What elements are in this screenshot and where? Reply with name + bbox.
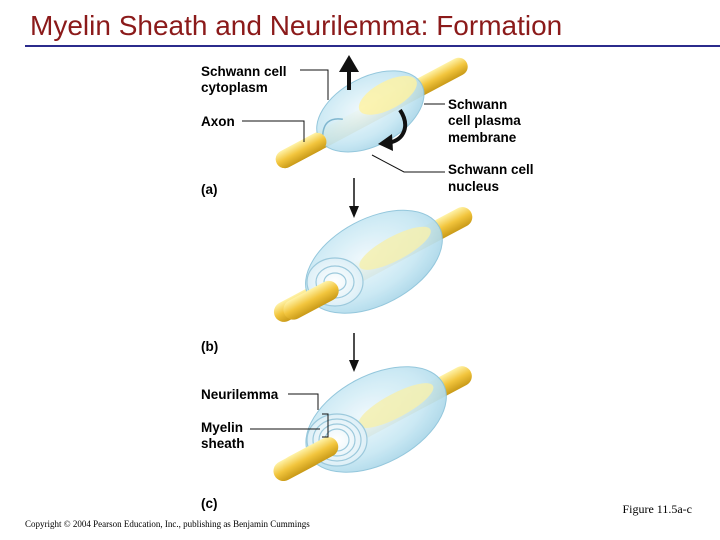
label-neurilemma: Neurilemma [201,387,279,402]
label-nucleus-2: nucleus [448,179,500,194]
panel-label-b: (b) [201,339,219,354]
step-arrow-ab-icon [349,178,359,218]
label-nucleus-1: Schwann cell [448,162,534,177]
label-membrane-3: membrane [448,130,517,145]
label-axon: Axon [201,114,235,129]
slide-title: Myelin Sheath and Neurilemma: Formation [30,10,563,41]
figure-caption: Figure 11.5a-c [622,502,692,516]
copyright-notice: Copyright © 2004 Pearson Education, Inc., publishing as Benjamin Cummings [25,519,310,529]
panel-c-illustration [253,331,490,513]
label-myelin-2: sheath [201,436,245,451]
label-membrane-1: Schwann [448,97,508,112]
label-myelin-1: Myelin [201,420,244,435]
label-membrane-2: cell plasma [448,113,521,128]
step-arrow-bc-icon [349,333,359,372]
panel-label-a: (a) [201,182,218,197]
panel-label-c: (c) [201,496,218,511]
label-schwann-cytoplasm-2: cytoplasm [201,80,268,95]
panel-b-illustration [254,173,490,353]
label-schwann-cytoplasm-1: Schwann cell [201,64,287,79]
